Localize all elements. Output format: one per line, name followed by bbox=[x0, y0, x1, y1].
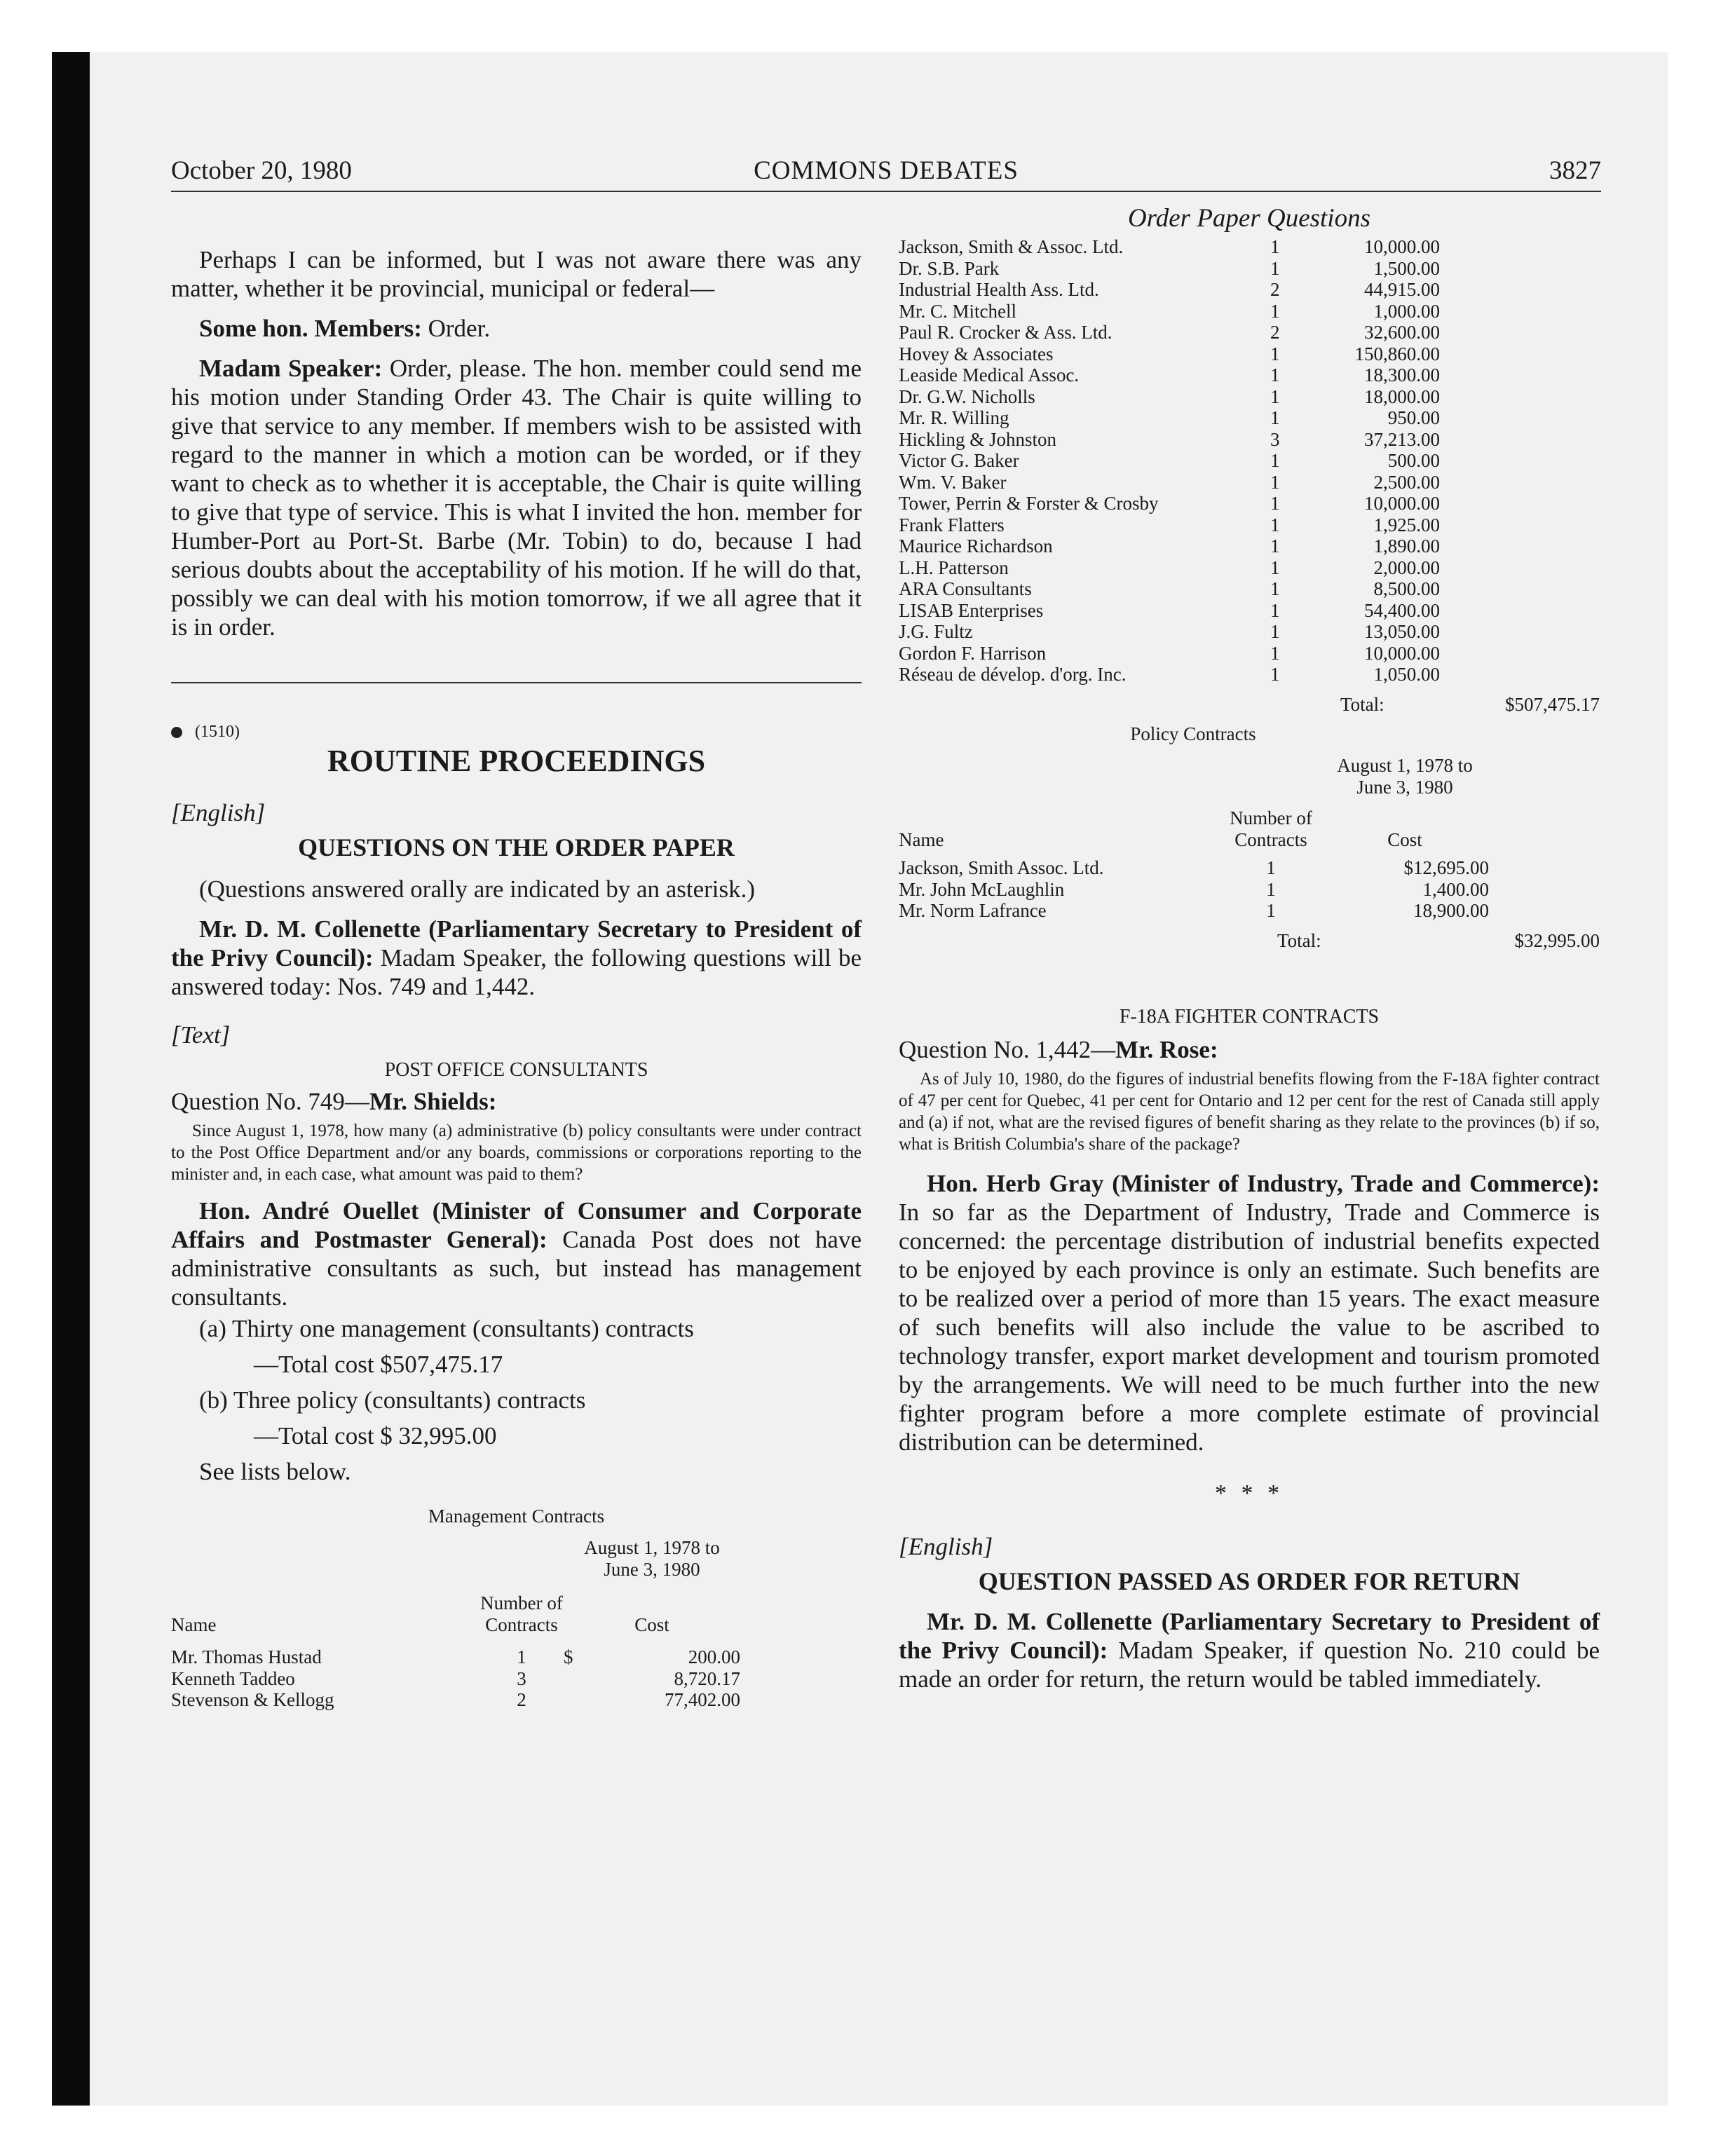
table-row bbox=[899, 322, 1600, 343]
contractor-name: Mr. C. Mitchell bbox=[899, 300, 1016, 322]
contract-count: 1 bbox=[1270, 621, 1280, 642]
contract-count: 1 bbox=[1270, 578, 1280, 599]
contract-cost: 1,925.00 bbox=[1373, 514, 1440, 535]
paragraph bbox=[899, 1607, 1600, 1693]
contract-count: 3 bbox=[517, 1667, 526, 1689]
contractor-name: Mr. R. Willing bbox=[899, 407, 1009, 428]
contractor-name: Tower, Perrin & Forster & Crosby bbox=[899, 493, 1159, 514]
paragraph bbox=[899, 1169, 1600, 1456]
table-header-row bbox=[171, 1614, 740, 1636]
table-body bbox=[171, 1646, 740, 1711]
table-row bbox=[899, 535, 1600, 557]
contract-cost: 2,000.00 bbox=[1373, 557, 1440, 578]
contract-count: 1 bbox=[517, 1646, 526, 1667]
period-line-2: June 3, 1980 bbox=[1356, 776, 1453, 798]
contractor-name: Dr. S.B. Park bbox=[899, 257, 1000, 279]
contract-count: 1 bbox=[1270, 364, 1280, 386]
contract-cost: 37,213.00 bbox=[1364, 428, 1440, 450]
table-title: Policy Contracts bbox=[1130, 723, 1256, 744]
paragraph: Perhaps I can be informed, but I was not aware there was any matter, whether it be provincial, municipal or federal— bbox=[171, 246, 862, 302]
contract-cost: 200.00 bbox=[688, 1646, 740, 1667]
total-value: $507,475.17 bbox=[1505, 693, 1600, 715]
table-row bbox=[899, 493, 1600, 514]
table-row bbox=[899, 472, 1600, 493]
column-header-cost: Cost bbox=[634, 1613, 669, 1635]
contractor-name: Maurice Richardson bbox=[899, 535, 1053, 557]
contract-count: 1 bbox=[1266, 900, 1276, 921]
management-contracts-continued bbox=[899, 236, 1600, 715]
contract-count: 1 bbox=[1270, 493, 1280, 514]
see-lists: See lists below. bbox=[199, 1458, 351, 1485]
currency-sign: $ bbox=[564, 1646, 573, 1667]
section-divider bbox=[171, 682, 862, 683]
currency-sign bbox=[564, 1689, 583, 1711]
contract-count: 1 bbox=[1270, 557, 1280, 578]
policy-contracts-table bbox=[899, 755, 1600, 951]
table-row bbox=[899, 879, 1600, 901]
paragraph bbox=[171, 354, 862, 641]
question-asker: Mr. Rose: bbox=[1115, 1036, 1218, 1063]
table-row bbox=[899, 578, 1600, 600]
period-line-1: August 1, 1978 to bbox=[584, 1537, 720, 1558]
table-body bbox=[899, 857, 1600, 922]
table-header-row bbox=[171, 1537, 740, 1580]
contract-count: 1 bbox=[1270, 407, 1280, 428]
contractor-name: Jackson, Smith Assoc. Ltd. bbox=[899, 857, 1104, 878]
total-row bbox=[899, 685, 1600, 716]
contract-count: 1 bbox=[1270, 343, 1280, 364]
contract-count: 1 bbox=[1266, 878, 1276, 900]
answer-item-a: (a) Thirty one management (consultants) contracts bbox=[199, 1315, 694, 1342]
table-row bbox=[899, 857, 1600, 879]
table-row bbox=[899, 621, 1600, 643]
contractor-name: Frank Flatters bbox=[899, 514, 1005, 535]
table-row bbox=[899, 386, 1600, 408]
answer-item-b: (b) Three policy (consultants) contracts bbox=[199, 1386, 586, 1414]
speech-text: Madam Speaker, the following questions will be answered today: Nos. 749 and 1,442. bbox=[171, 944, 862, 1000]
table-body bbox=[899, 236, 1600, 685]
column-header-cost: Cost bbox=[1387, 828, 1422, 850]
page-number: 3827 bbox=[1549, 156, 1601, 185]
question-heading bbox=[171, 1087, 862, 1116]
contract-count: 2 bbox=[1270, 322, 1280, 343]
language-tag: [English] bbox=[171, 799, 266, 826]
question-title: F-18A FIGHTER CONTRACTS bbox=[1119, 1006, 1380, 1028]
contract-count: 2 bbox=[1270, 279, 1280, 300]
period-line-1: August 1, 1978 to bbox=[1337, 755, 1473, 776]
contract-cost: 2,500.00 bbox=[1373, 471, 1440, 493]
contract-cost: 18,000.00 bbox=[1364, 386, 1440, 407]
time-marker-text: (1510) bbox=[195, 723, 240, 741]
table-row bbox=[171, 1646, 740, 1668]
contractor-name: Victor G. Baker bbox=[899, 450, 1019, 471]
contract-cost: 8,500.00 bbox=[1373, 578, 1440, 599]
contract-cost: 10,000.00 bbox=[1364, 493, 1440, 514]
question-text: As of July 10, 1980, do the figures of industrial benefits flowing from the F-18A fighter contract of 47 per cent for Quebec, 41 per cent for Ontario and 12 per cent for the rest of Canada still apply and (a) if not, what are the revised figures of benefit sharing as they relate to the provinces (b) if so, what is British Columbia's share of the package? bbox=[899, 1070, 1600, 1154]
total-label: Total: bbox=[1277, 929, 1321, 951]
column-header-number: Number of bbox=[1230, 807, 1312, 828]
table-row bbox=[899, 514, 1600, 536]
management-contracts-table bbox=[171, 1537, 740, 1711]
contractor-name: Leaside Medical Assoc. bbox=[899, 364, 1080, 386]
currency-sign bbox=[564, 1668, 583, 1690]
period-header bbox=[1321, 755, 1489, 798]
question-text: Since August 1, 1978, how many (a) administrative (b) policy consultants were under contract to the Post Office Department and/or any boards, commissions or corporations reporting to the minister and, in each case, what amount was paid to them? bbox=[171, 1121, 862, 1184]
question-heading bbox=[899, 1035, 1600, 1064]
contractor-name: Mr. John McLaughlin bbox=[899, 878, 1065, 900]
contract-count: 1 bbox=[1270, 450, 1280, 471]
contractor-name: Hovey & Associates bbox=[899, 343, 1054, 364]
contract-count: 1 bbox=[1270, 300, 1280, 322]
period-header bbox=[564, 1537, 740, 1580]
table-row bbox=[171, 1668, 740, 1690]
table-row bbox=[899, 900, 1600, 922]
contract-cost: 77,402.00 bbox=[665, 1689, 740, 1710]
contract-cost: 54,400.00 bbox=[1364, 599, 1440, 621]
contract-cost: 13,050.00 bbox=[1364, 621, 1440, 642]
table-row bbox=[899, 450, 1600, 472]
table-row bbox=[899, 429, 1600, 451]
table-header-row bbox=[899, 798, 1600, 829]
column-header-contracts: Contracts bbox=[1234, 828, 1307, 850]
contractor-name: Mr. Thomas Hustad bbox=[171, 1646, 322, 1667]
contract-cost: 18,300.00 bbox=[1364, 364, 1440, 386]
column-header-number: Number of bbox=[480, 1592, 563, 1613]
contractor-name: Gordon F. Harrison bbox=[899, 642, 1047, 664]
speaker-name: Hon. Herb Gray (Minister of Industry, Trade and Commerce): bbox=[927, 1170, 1600, 1197]
asterisk-note: (Questions answered orally are indicated by an asterisk.) bbox=[199, 875, 756, 903]
contractor-name: L.H. Patterson bbox=[899, 557, 1009, 578]
speech-text: Order. bbox=[428, 315, 491, 342]
contract-cost: 950.00 bbox=[1387, 407, 1440, 428]
time-marker bbox=[171, 723, 862, 742]
speaker-name: Mr. D. M. Collenette (Parliamentary Secretary to President of the Privy Council): bbox=[171, 915, 862, 971]
contract-cost: 150,860.00 bbox=[1354, 343, 1440, 364]
answer-item-b-cost: —Total cost $ 32,995.00 bbox=[254, 1422, 497, 1449]
language-tag: [Text] bbox=[171, 1021, 231, 1049]
contractor-name: Industrial Health Ass. Ltd. bbox=[899, 279, 1099, 300]
period-line-2: June 3, 1980 bbox=[604, 1558, 700, 1580]
contract-count: 1 bbox=[1266, 857, 1276, 878]
contract-cost: 32,600.00 bbox=[1364, 322, 1440, 343]
bullet-icon bbox=[171, 727, 182, 738]
contractor-name: Dr. G.W. Nicholls bbox=[899, 386, 1035, 407]
table-row bbox=[899, 279, 1600, 301]
binding-shadow bbox=[52, 52, 90, 2106]
speaker-name: Mr. D. M. Collenette (Parliamentary Secretary to President of the Privy Council): bbox=[899, 1608, 1600, 1664]
contractor-name: Stevenson & Kellogg bbox=[171, 1689, 334, 1710]
table-row bbox=[899, 643, 1600, 664]
speech-text: Order, please. The hon. member could send me his motion under Standing Order 43. The Chair is quite willing to give that service to any member. If members wish to be assisted with regard to the manner in which a motion can be worded, or if they want to check as to whether it is acceptable, the Chair is quite willing to give that type of service. This is what I invited the hon. member for Humber-Port au Port-St. Barbe (Mr. Tobin) to do, because I had serious doubts about the acceptability of his motion. If he will do that, possibly we can deal with his motion tomorrow, if we all agree that it is in order. bbox=[171, 355, 862, 641]
contract-cost: $12,695.00 bbox=[1403, 857, 1489, 878]
language-tag: [English] bbox=[899, 1533, 993, 1560]
paragraph bbox=[171, 915, 862, 1001]
speech-text: In so far as the Department of Industry, Trade and Commerce is concerned: the percentage distribution of industrial benefits expected to be enjoyed by each province is only an estimate. Such benefits are to be realized over a period of more than 15 years. The exact measure of such benefits will also include the value to be ascribed to technology transfer, export market development and tourism promoted by the arrangements. We will need to be much further into the new fighter program before a more complete estimate of provincial distribution can be determined. bbox=[899, 1199, 1600, 1456]
contract-cost: 18,900.00 bbox=[1413, 900, 1489, 921]
contract-cost: 44,915.00 bbox=[1364, 279, 1440, 300]
contract-cost: 8,720.17 bbox=[674, 1667, 740, 1689]
speaker-name: Hon. André Ouellet (Minister of Consumer and Corporate Affairs and Postmaster General): bbox=[171, 1197, 862, 1253]
subsection-title: QUESTION PASSED AS ORDER FOR RETURN bbox=[978, 1567, 1520, 1595]
column-title: Order Paper Questions bbox=[1128, 204, 1370, 233]
contract-count: 1 bbox=[1270, 514, 1280, 535]
table-row bbox=[899, 664, 1600, 685]
contract-cost: 10,000.00 bbox=[1364, 642, 1440, 664]
column-header-name: Name bbox=[171, 1613, 217, 1635]
table-row bbox=[899, 557, 1600, 579]
contract-cost: 1,050.00 bbox=[1373, 664, 1440, 685]
table-header-row bbox=[171, 1580, 740, 1614]
question-title: POST OFFICE CONSULTANTS bbox=[384, 1059, 648, 1081]
contract-cost: 1,000.00 bbox=[1373, 300, 1440, 322]
contract-count: 2 bbox=[517, 1689, 526, 1710]
left-column bbox=[171, 203, 862, 1711]
speaker-name: Madam Speaker: bbox=[199, 355, 383, 382]
contract-cost: 10,000.00 bbox=[1364, 236, 1440, 257]
contractor-name: Jackson, Smith & Assoc. Ltd. bbox=[899, 236, 1124, 257]
table-title: Management Contracts bbox=[428, 1506, 605, 1527]
question-label: Question No. 749— bbox=[171, 1088, 369, 1115]
contractor-name: Paul R. Crocker & Ass. Ltd. bbox=[899, 322, 1113, 343]
table-header-row bbox=[899, 755, 1600, 798]
section-break-stars: * * * bbox=[1215, 1480, 1284, 1506]
table-header-row bbox=[899, 829, 1600, 851]
table-row bbox=[899, 364, 1600, 386]
contract-cost: 1,890.00 bbox=[1373, 535, 1440, 557]
contract-cost: 1,500.00 bbox=[1373, 257, 1440, 279]
contract-cost: 500.00 bbox=[1387, 450, 1440, 471]
question-label: Question No. 1,442— bbox=[899, 1036, 1116, 1063]
running-header bbox=[171, 156, 1601, 192]
section-title: ROUTINE PROCEEDINGS bbox=[327, 744, 706, 778]
contractor-name: Kenneth Taddeo bbox=[171, 1667, 295, 1689]
subsection-title: QUESTIONS ON THE ORDER PAPER bbox=[298, 833, 735, 861]
total-value: $32,995.00 bbox=[1514, 929, 1600, 951]
contract-count: 1 bbox=[1270, 664, 1280, 685]
contract-count: 1 bbox=[1270, 236, 1280, 257]
paragraph bbox=[171, 1196, 862, 1311]
header-title: COMMONS DEBATES bbox=[754, 156, 1019, 185]
column-header-contracts: Contracts bbox=[485, 1613, 558, 1635]
answer-item-a-cost: —Total cost $507,475.17 bbox=[254, 1351, 503, 1378]
paragraph bbox=[171, 314, 862, 343]
question-asker: Mr. Shields: bbox=[369, 1088, 497, 1115]
contractor-name: ARA Consultants bbox=[899, 578, 1032, 599]
table-row bbox=[899, 258, 1600, 280]
contractor-name: J.G. Fultz bbox=[899, 621, 973, 642]
right-column bbox=[899, 203, 1600, 1693]
speech-text: Canada Post does not have administrative consultants as such, but instead has management consultants. bbox=[171, 1226, 862, 1311]
contractor-name: Réseau de dévelop. d'org. Inc. bbox=[899, 664, 1127, 685]
header-date: October 20, 1980 bbox=[171, 156, 352, 185]
contract-cost: 1,400.00 bbox=[1422, 878, 1489, 900]
contractor-name: Mr. Norm Lafrance bbox=[899, 900, 1047, 921]
table-row bbox=[899, 236, 1600, 258]
column-header-name: Name bbox=[899, 828, 944, 850]
contractor-name: LISAB Enterprises bbox=[899, 599, 1044, 621]
table-row bbox=[899, 600, 1600, 622]
table-row bbox=[899, 343, 1600, 365]
contractor-name: Hickling & Johnston bbox=[899, 428, 1057, 450]
contract-count: 1 bbox=[1270, 642, 1280, 664]
table-row bbox=[899, 301, 1600, 322]
contract-count: 1 bbox=[1270, 599, 1280, 621]
speaker-name: Some hon. Members: bbox=[199, 315, 422, 342]
total-label: Total: bbox=[1340, 693, 1384, 715]
contract-count: 1 bbox=[1270, 471, 1280, 493]
contract-count: 1 bbox=[1270, 386, 1280, 407]
table-row bbox=[899, 407, 1600, 429]
contract-count: 3 bbox=[1270, 428, 1280, 450]
contract-count: 1 bbox=[1270, 535, 1280, 557]
contract-count: 1 bbox=[1270, 257, 1280, 279]
speech-text: Madam Speaker, if question No. 210 could be made an order for return, the return would be tabled immediately. bbox=[899, 1637, 1600, 1693]
contractor-name: Wm. V. Baker bbox=[899, 471, 1007, 493]
total-row bbox=[899, 922, 1600, 952]
table-row bbox=[171, 1689, 740, 1711]
